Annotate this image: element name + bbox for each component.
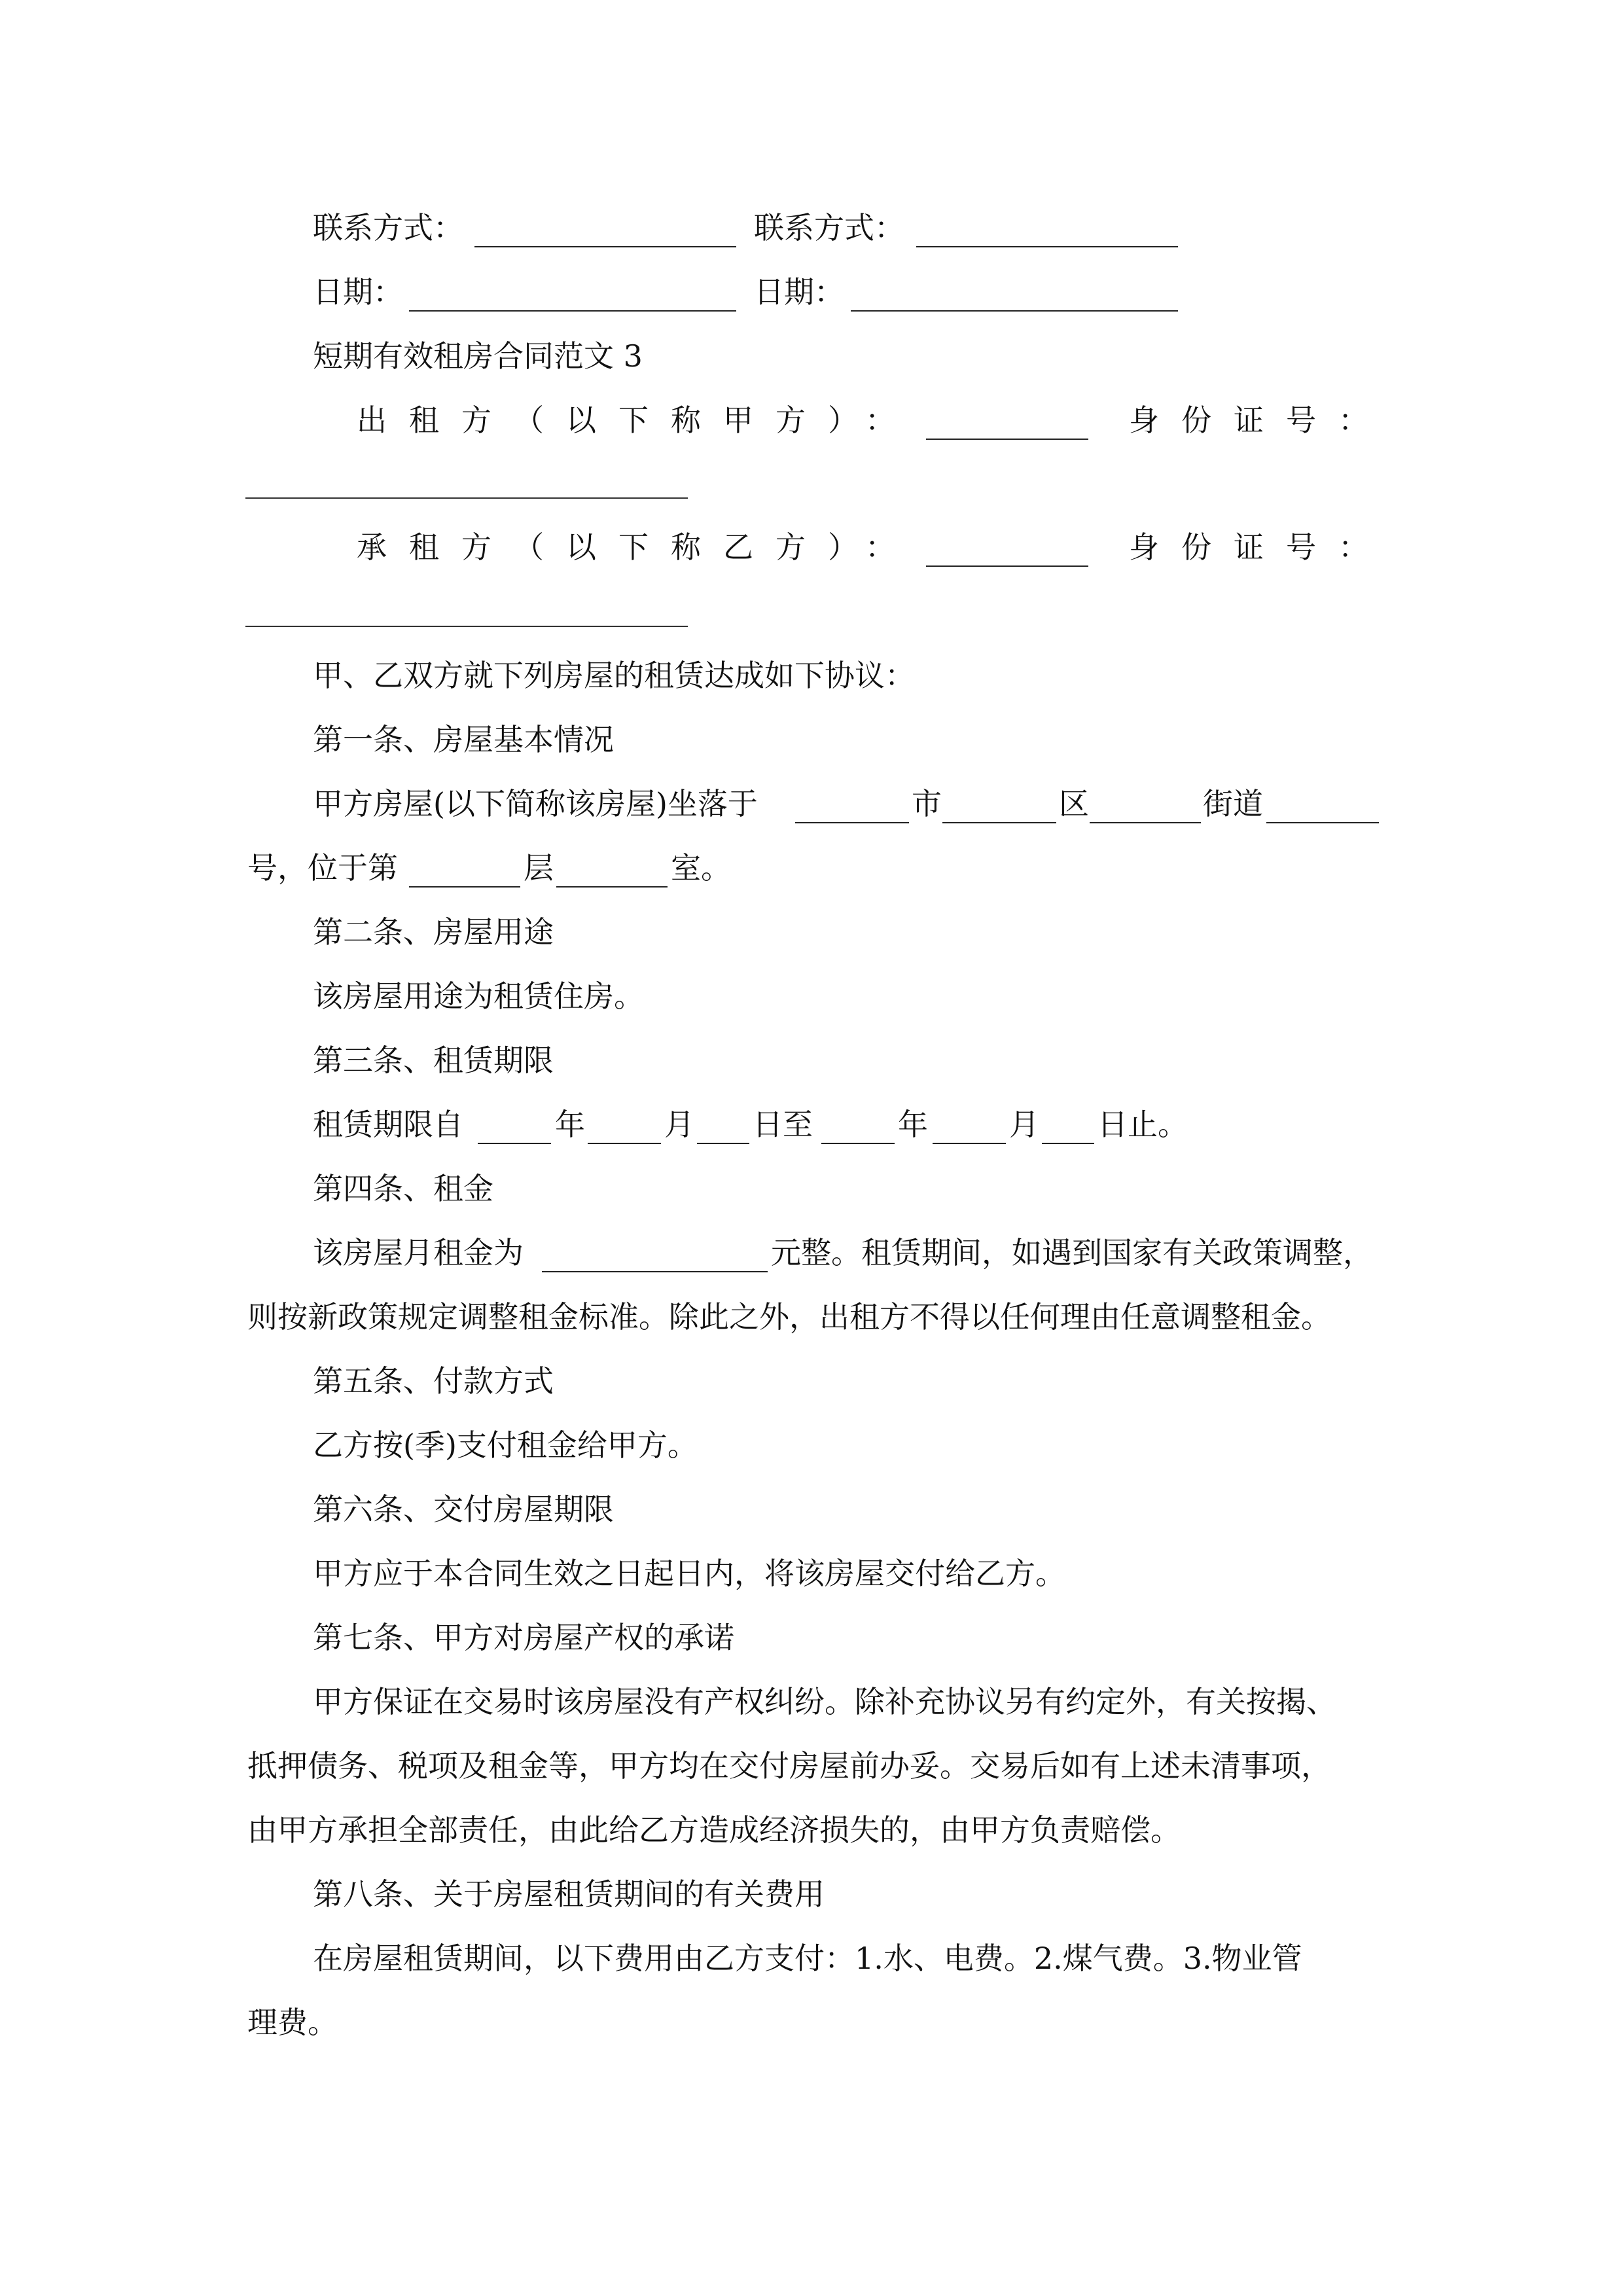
street-blank [1090, 789, 1201, 823]
city-blank [795, 789, 909, 823]
contact-blank-right [916, 213, 1178, 247]
end-month-blank [933, 1110, 1006, 1144]
rent-amount-blank [542, 1238, 768, 1272]
lessor-id-blank [245, 497, 688, 499]
rent-text: 该房屋月租金为 [313, 1235, 524, 1270]
start-day-label: 日至 [753, 1107, 813, 1142]
lessee-label: 承租方（以下称乙方）： [357, 529, 918, 565]
article2-title: 第二条、房屋用途 [313, 914, 554, 950]
street-label: 街道 [1203, 786, 1263, 821]
date-label-right: 日期： [754, 274, 844, 310]
start-year-label: 年 [555, 1107, 585, 1142]
contact-blank-left [474, 213, 736, 247]
city-label: 市 [912, 786, 942, 821]
start-month-blank [588, 1110, 661, 1144]
start-month-label: 月 [664, 1107, 694, 1142]
end-year-blank [821, 1110, 895, 1144]
article1-title: 第一条、房屋基本情况 [313, 722, 614, 757]
end-day-label: 日止。 [1097, 1107, 1188, 1142]
lessor-name-blank [926, 406, 1088, 440]
article6-text: 甲方应于本合同生效之日起日内，将该房屋交付给乙方。 [313, 1556, 1065, 1591]
article8-title: 第八条、关于房屋租赁期间的有关费用 [313, 1876, 825, 1912]
article5-title: 第五条、付款方式 [313, 1363, 554, 1399]
lessee-id-blank [245, 626, 688, 627]
rent-policy-text: 元整。租赁期间，如遇到国家有关政策调整， [771, 1235, 1373, 1270]
contact-label-right: 联系方式： [754, 210, 904, 245]
room-label: 室。 [671, 850, 731, 886]
article7-title: 第七条、甲方对房屋产权的承诺 [313, 1620, 734, 1655]
contact-label-left: 联系方式： [313, 210, 463, 245]
floor-blank [409, 853, 520, 888]
floor-label: 层 [524, 850, 554, 886]
article4-title: 第四条、租金 [313, 1171, 493, 1206]
lessor-label: 出租方（以下称甲方）： [357, 403, 918, 438]
start-year-blank [478, 1110, 551, 1144]
rent-adjust-text: 则按新政策规定调整租金标准。除此之外，出租方不得以任何理由任意调整租金。 [247, 1299, 1331, 1335]
article2-text: 该房屋用途为租赁住房。 [313, 978, 644, 1014]
date-blank-left [409, 278, 736, 312]
article8-text-1: 在房屋租赁期间，以下费用由乙方支付：1.水、电费。2.煤气费。3.物业管 [313, 1941, 1302, 1976]
district-label: 区 [1059, 786, 1089, 821]
lessee-name-blank [926, 533, 1088, 567]
article6-title: 第六条、交付房屋期限 [313, 1492, 614, 1527]
date-blank-right [851, 278, 1178, 312]
article5-text: 乙方按(季)支付租金给甲方。 [313, 1427, 698, 1463]
article7-text-3: 由甲方承担全部责任，由此给乙方造成经济损失的，由甲方负责赔偿。 [247, 1812, 1181, 1848]
end-month-label: 月 [1009, 1107, 1039, 1142]
contract-title: 短期有效租房合同范文 3 [313, 338, 643, 374]
article7-text-2: 抵押债务、税项及租金等，甲方均在交付房屋前办妥。交易后如有上述未清事项， [247, 1748, 1331, 1784]
lease-term-text: 租赁期限自 [313, 1107, 463, 1142]
date-label-left: 日期： [313, 274, 403, 310]
district-blank [942, 789, 1056, 823]
article3-title: 第三条、租赁期限 [313, 1043, 554, 1078]
end-day-blank [1042, 1110, 1094, 1144]
room-blank [556, 853, 668, 888]
lessor-id-label: 身份证号： [1129, 403, 1391, 438]
article1-location-text: 甲方房屋(以下简称该房屋)坐落于 [313, 786, 758, 821]
article8-text-2: 理费。 [247, 2005, 338, 2040]
house-no-blank [1266, 789, 1379, 823]
article7-text-1: 甲方保证在交易时该房屋没有产权纠纷。除补充协议另有约定外，有关按揭、 [313, 1684, 1336, 1719]
lessee-id-label: 身份证号： [1129, 529, 1391, 565]
article1-floor-text: 号，位于第 [247, 850, 398, 886]
intro-text: 甲、乙双方就下列房屋的租赁达成如下协议： [313, 658, 915, 693]
end-year-label: 年 [898, 1107, 928, 1142]
start-day-blank [697, 1110, 749, 1144]
